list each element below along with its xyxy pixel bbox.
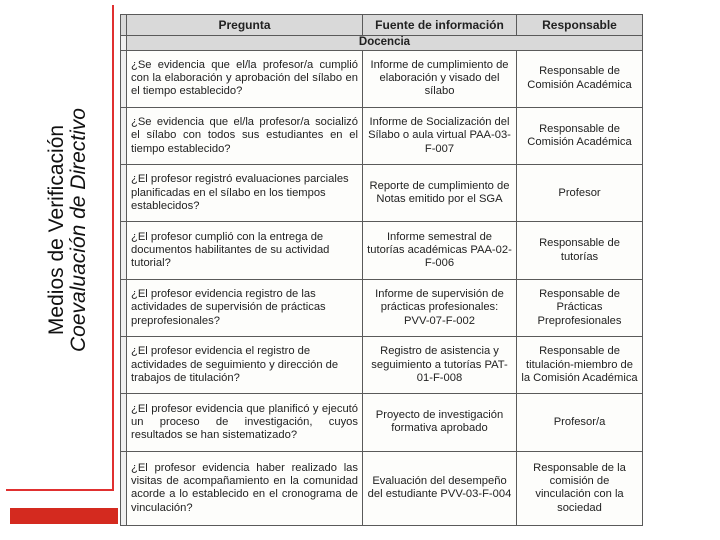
- table-row: [121, 394, 643, 451]
- row-responsible: Profesor: [517, 165, 643, 222]
- row-responsible: Responsable de Comisión Académica: [517, 107, 643, 164]
- table-row: [121, 451, 643, 525]
- slide-title: [28, 30, 108, 430]
- row-responsible: Responsable de Prácticas Preprofesionales: [517, 279, 643, 336]
- table-header-row: [121, 15, 643, 36]
- header-responsible: Responsable: [517, 15, 643, 36]
- row-source: Proyecto de investigación formativa aprobado: [363, 394, 517, 451]
- slide-title-line-1: Medios de Verificación: [44, 124, 68, 336]
- table-row: [121, 337, 643, 394]
- row-responsible: Responsable de Comisión Académica: [517, 50, 643, 107]
- row-question: ¿Se evidencia que el/la profesor/a socializó el sílabo con todos sus estudiantes en el tiempo establecido?: [127, 107, 363, 164]
- row-question: ¿El profesor evidencia que planificó y ejecutó un proceso de investigación, cuyos resultados se han sistematizado?: [127, 394, 363, 451]
- row-responsible: Responsable de titulación-miembro de la Comisión Académica: [517, 337, 643, 394]
- row-source: Informe semestral de tutorías académicas PAA-02-F-006: [363, 222, 517, 279]
- verification-table: [120, 14, 643, 526]
- section-row: [121, 36, 643, 51]
- verification-table-image: [120, 14, 642, 526]
- table-row: [121, 50, 643, 107]
- row-source: Informe de supervisión de prácticas profesionales: PVV-07-F-002: [363, 279, 517, 336]
- table-row: [121, 222, 643, 279]
- header-question: Pregunta: [127, 15, 363, 36]
- table-row: [121, 165, 643, 222]
- slide-accent-bar: [10, 508, 118, 524]
- slide-title-line-2: Coevaluación de Directivo: [67, 108, 90, 352]
- row-question: ¿El profesor registró evaluaciones parciales planificadas en el sílabo en los tiempos establecidos?: [127, 165, 363, 222]
- row-responsible: Profesor/a: [517, 394, 643, 451]
- section-title: Docencia: [127, 36, 643, 51]
- row-question: ¿El profesor cumplió con la entrega de documentos habilitantes de su actividad tutorial?: [127, 222, 363, 279]
- row-source: Informe de Socialización del Sílabo o aula virtual PAA-03-F-007: [363, 107, 517, 164]
- row-question: ¿El profesor evidencia haber realizado las visitas de acompañamiento en la comunidad acorde a lo establecido en el cronograma de vinculación?: [127, 451, 363, 525]
- row-source: Informe de cumplimiento de elaboración y visado del sílabo: [363, 50, 517, 107]
- header-source: Fuente de información: [363, 15, 517, 36]
- row-responsible: Responsable de tutorías: [517, 222, 643, 279]
- row-question: ¿El profesor evidencia registro de las actividades de supervisión de prácticas preprofesionales?: [127, 279, 363, 336]
- table-row: [121, 107, 643, 164]
- row-source: Registro de asistencia y seguimiento a tutorías PAT-01-F-008: [363, 337, 517, 394]
- row-source: Reporte de cumplimiento de Notas emitido por el SGA: [363, 165, 517, 222]
- row-question: ¿Se evidencia que el/la profesor/a cumplió con la elaboración y aprobación del sílabo en el tiempo establecido?: [127, 50, 363, 107]
- row-responsible: Responsable de la comisión de vinculación con la sociedad: [517, 451, 643, 525]
- row-question: ¿El profesor evidencia el registro de actividades de seguimiento y dirección de trabajos de titulación?: [127, 337, 363, 394]
- row-source: Evaluación del desempeño del estudiante PVV-03-F-004: [363, 451, 517, 525]
- table-row: [121, 279, 643, 336]
